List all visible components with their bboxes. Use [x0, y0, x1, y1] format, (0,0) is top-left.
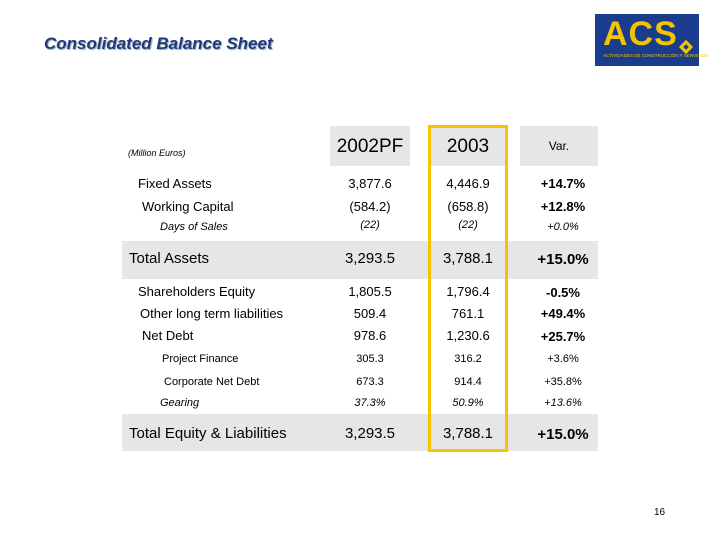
row-label-project-finance: Project Finance [162, 353, 239, 365]
row-label-fixed-assets: Fixed Assets [138, 176, 212, 191]
row-label-shareholders-equity: Shareholders Equity [138, 284, 256, 299]
cell-var: +12.8% [540, 199, 586, 214]
cell-2002: 37.3% [354, 397, 386, 409]
cell-2002: 305.3 [356, 353, 384, 365]
page-title: Consolidated Balance Sheet [44, 34, 273, 53]
cell-2003: 1,230.6 [446, 328, 490, 343]
cell-var: +15.0% [537, 426, 589, 443]
row-label-other-lt-liabilities: Other long term liabilities [140, 306, 284, 321]
cell-2003: (22) [458, 219, 478, 231]
logo-text: ACS [603, 15, 678, 53]
cell-var: +0.0% [547, 221, 579, 233]
cell-2002: 1,805.5 [348, 284, 392, 299]
cell-var: +35.8% [544, 376, 582, 388]
cell-2003: 1,796.4 [446, 284, 490, 299]
cell-2002: 3,293.5 [344, 425, 396, 442]
cell-var: -0.5% [546, 285, 580, 300]
cell-2003: 3,788.1 [442, 425, 494, 442]
row-label-days-of-sales: Days of Sales [160, 221, 228, 233]
cell-2003: 4,446.9 [446, 176, 490, 191]
row-label-total-assets: Total Assets [129, 250, 210, 267]
row-label-gearing: Gearing [160, 397, 200, 409]
cell-2003: (658.8) [447, 199, 489, 214]
page-number: 16 [654, 507, 666, 518]
column-header-label: 2002PF [336, 136, 404, 157]
cell-2003: 761.1 [451, 306, 485, 321]
highlight-2003-column [428, 125, 508, 452]
cell-2003: 50.9% [452, 397, 484, 409]
column-header-var [520, 126, 598, 166]
logo-diamond-icon [679, 40, 693, 54]
cell-2002: (584.2) [349, 199, 391, 214]
acs-logo [595, 14, 709, 66]
cell-2002: 673.3 [356, 376, 384, 388]
row-label-total-equity-liabilities: Total Equity & Liabilities [129, 425, 287, 442]
row-label-working-capital: Working Capital [142, 199, 234, 214]
cell-var: +15.0% [537, 251, 589, 268]
cell-2002: 978.6 [353, 328, 387, 343]
cell-var: +14.7% [540, 176, 586, 191]
cell-2003: 914.4 [454, 376, 482, 388]
cell-var: +13.6% [544, 397, 582, 409]
logo-subtitle: ACTIVIDADES DE CONSTRUCCIÓN Y SERVICIOS [603, 53, 709, 58]
cell-2003: 3,788.1 [442, 250, 494, 267]
cell-2002: 509.4 [353, 306, 387, 321]
cell-2002: 3,293.5 [344, 250, 396, 267]
units-label: (Million Euros) [128, 148, 186, 158]
cell-2002: (22) [360, 219, 380, 231]
column-header-label: 2003 [446, 136, 490, 157]
row-label-corporate-net-debt: Corporate Net Debt [164, 376, 260, 388]
cell-2002: 3,877.6 [348, 176, 392, 191]
cell-var: +49.4% [540, 306, 586, 321]
cell-2003: 316.2 [454, 353, 482, 365]
cell-var: +3.6% [547, 353, 579, 365]
column-header-2002pf [330, 126, 410, 166]
column-header-label: Var. [548, 139, 570, 153]
cell-var: +25.7% [540, 329, 586, 344]
row-label-net-debt: Net Debt [142, 328, 194, 343]
